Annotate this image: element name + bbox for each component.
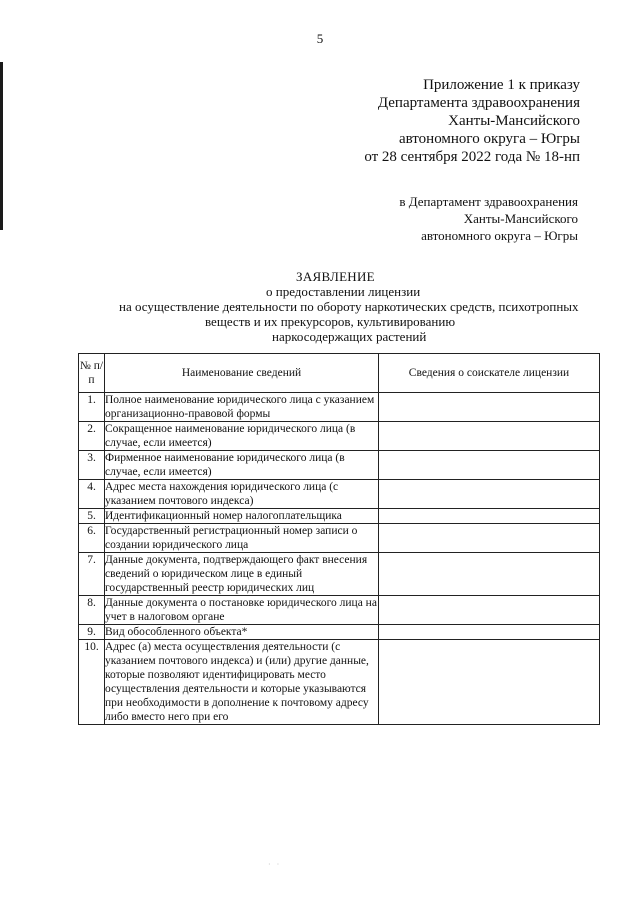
row-label: Адрес (а) места осуществления деятельности (с указанием почтового индекса) и (или) другие данные, которые позволяют идентифицировать место осуществления деятельности и которые указываются при необходимости в дополнение к почтовому адресу либо вместо него при его <box>105 640 379 725</box>
row-number: 4. <box>79 480 105 509</box>
row-value-field[interactable] <box>379 524 600 553</box>
row-number: 7. <box>79 553 105 596</box>
table-header-row <box>79 354 600 393</box>
row-number: 6. <box>79 524 105 553</box>
row-label: Сокращенное наименование юридического лица (в случае, если имеется) <box>105 422 379 451</box>
row-number: 2. <box>79 422 105 451</box>
row-number: 10. <box>79 640 105 725</box>
table-row <box>79 480 600 509</box>
document-title <box>0 269 640 344</box>
row-value-field[interactable] <box>379 480 600 509</box>
title-heading: ЗАЯВЛЕНИЕ <box>296 269 375 284</box>
row-label: Полное наименование юридического лица с указанием организационно-правовой формы <box>105 393 379 422</box>
row-number: 8. <box>79 596 105 625</box>
row-label: Данные документа о постановке юридического лица на учет в налоговом органе <box>105 597 377 623</box>
row-number: 3. <box>79 451 105 480</box>
row-label: Вид обособленного объекта* <box>105 625 379 640</box>
header-applicant-info: Сведения о соискателе лицензии <box>379 354 600 393</box>
table-row <box>79 640 600 725</box>
header-number: № п/п <box>79 354 105 393</box>
row-label: Адрес места нахождения юридического лица (с указанием почтового индекса) <box>105 480 379 509</box>
addressee-line: Ханты-Мансийского <box>463 211 578 226</box>
row-number: 1. <box>79 393 105 422</box>
table-row <box>79 451 600 480</box>
appendix-line: Приложение 1 к приказу <box>423 77 580 93</box>
addressee-line: автономного округа – Югры <box>421 228 578 243</box>
row-number: 5. <box>79 509 105 524</box>
appendix-line: автономного округа – Югры <box>398 131 580 147</box>
addressee-block <box>278 193 578 244</box>
row-value-field[interactable] <box>379 509 600 524</box>
application-table <box>78 353 600 725</box>
header-item-name: Наименование сведений <box>105 354 379 393</box>
row-label: Данные документа, подтверждающего факт внесения сведений о юридическом лице в единый государственный реестр юридических лиц <box>105 553 379 596</box>
appendix-reference <box>280 76 580 166</box>
row-value-field[interactable] <box>379 451 600 480</box>
row-value-field[interactable] <box>379 640 600 725</box>
table-row <box>79 625 600 640</box>
table-row <box>79 524 600 553</box>
appendix-line: Департамента здравоохранения <box>377 95 580 111</box>
row-label: Фирменное наименование юридического лица (в случае, если имеется) <box>105 451 379 480</box>
title-line: о предоставлении лицензии <box>266 284 421 299</box>
table-row <box>79 422 600 451</box>
row-value-field[interactable] <box>379 553 600 596</box>
table-row <box>79 393 600 422</box>
row-label: Идентификационный номер налогоплательщика <box>105 509 379 524</box>
title-line: наркосодержащих растений <box>272 329 427 344</box>
appendix-line: Ханты-Мансийского <box>448 113 580 129</box>
row-value-field[interactable] <box>379 393 600 422</box>
title-line: веществ и их прекурсоров, культивированию <box>205 314 456 329</box>
scan-margin-mark <box>0 62 3 230</box>
row-value-field[interactable] <box>379 596 600 625</box>
title-line: на осуществление деятельности по обороту наркотических средств, психотропных <box>119 299 579 314</box>
table-row <box>79 509 600 524</box>
row-label: Государственный регистрационный номер записи о создании юридического лица <box>105 524 379 553</box>
table-row <box>79 553 600 596</box>
row-value-field[interactable] <box>379 625 600 640</box>
scan-artifact: · · <box>268 860 282 869</box>
appendix-line: от 28 сентября 2022 года № 18-нп <box>364 149 580 165</box>
row-value-field[interactable] <box>379 422 600 451</box>
row-number: 9. <box>79 625 105 640</box>
addressee-line: в Департамент здравоохранения <box>399 194 578 209</box>
table-row <box>79 596 600 625</box>
page-number: 5 <box>316 31 324 46</box>
